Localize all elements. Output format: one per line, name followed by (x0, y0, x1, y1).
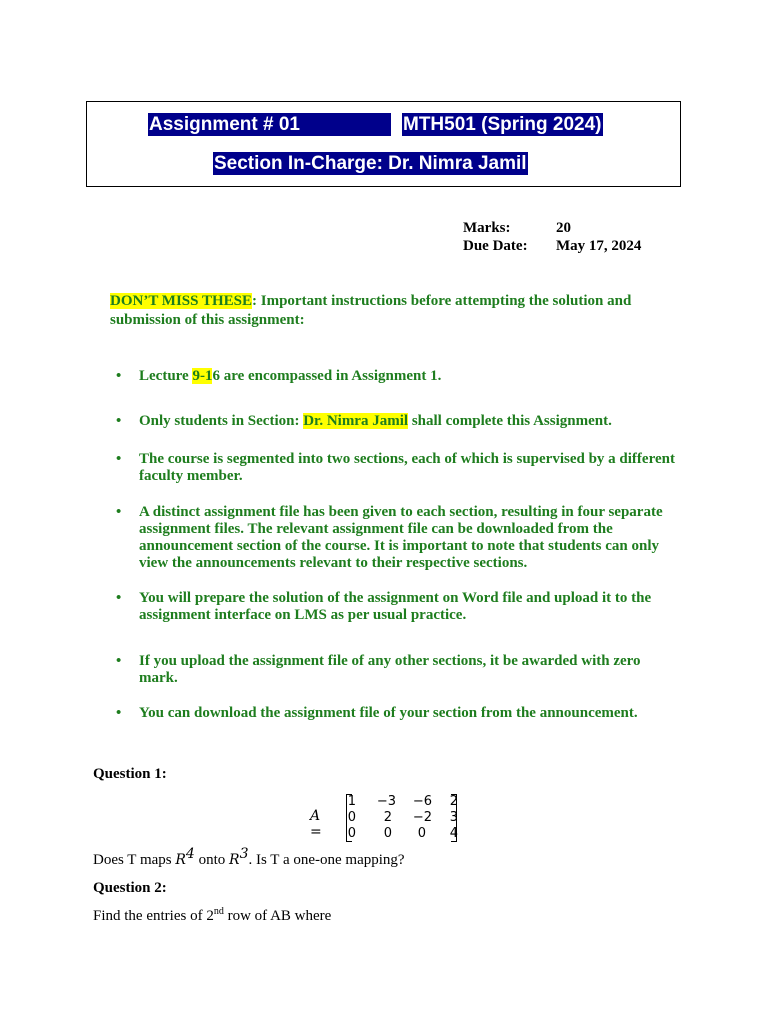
due-date-value: May 17, 2024 (556, 238, 642, 254)
list-item: • A distinct assignment file has been given to each section, resulting in four separate assignment files. The relevant assignment file can be downloaded from the announcement section of the course. It is important to note that students can only view the announcements relevant to their respective sections. (139, 504, 679, 572)
matrix-cell: 4 (449, 826, 458, 841)
marks-value: 20 (556, 220, 571, 236)
matrix-cell: −2 (412, 810, 432, 825)
matrix-cell: −6 (412, 794, 432, 809)
course-title: MTH501 (Spring 2024) (403, 114, 602, 135)
list-item: • You can download the assignment file of your section from the announcement. (139, 705, 679, 722)
list-item: • If you upload the assignment file of any other sections, it be awarded with zero mark. (139, 653, 679, 687)
question-2-text: Find the entries of 2nd row of AB where (93, 906, 332, 924)
matrix-cell: 2 (449, 794, 458, 809)
matrix-cell: 0 (417, 826, 426, 841)
assignment-title: Assignment # 01 (148, 113, 391, 136)
list-item: • The course is segmented into two sections, each of which is supervised by a different faculty member. (139, 451, 679, 485)
matrix-cell: 1 (347, 794, 356, 809)
matrix-cell: −3 (376, 794, 396, 809)
question-1-text: Does T maps $R^4$ onto $R^3$. Is T a one-one mapping? (93, 846, 405, 868)
question-1-title: Question 1: (93, 766, 167, 782)
due-date-label: Due Date: (463, 238, 528, 254)
instructions-intro: DON’T MISS THESE: Important instructions before attempting the solution and submission of this assignment: (110, 293, 632, 328)
section-incharge: Section In-Charge: Dr. Nimra Jamil (214, 153, 527, 174)
matrix-label: A = (310, 808, 322, 840)
list-item: • Only students in Section: Dr. Nimra Jamil shall complete this Assignment. (139, 413, 679, 430)
dont-miss-highlight: DON’T MISS THESE (110, 293, 252, 309)
matrix-cell: 3 (449, 810, 458, 825)
marks-label: Marks: (463, 220, 511, 236)
matrix-cell: 0 (347, 810, 356, 825)
matrix-cell: 0 (383, 826, 392, 841)
right-bracket (451, 794, 457, 842)
question-2-title: Question 2: (93, 880, 167, 896)
matrix-cell: 2 (383, 810, 392, 825)
matrix-cell: 0 (347, 826, 356, 841)
list-item: • Lecture 9-16 are encompassed in Assignment 1. (139, 368, 679, 385)
list-item: • You will prepare the solution of the assignment on Word file and upload it to the assignment interface on LMS as per usual practice. (139, 590, 679, 624)
